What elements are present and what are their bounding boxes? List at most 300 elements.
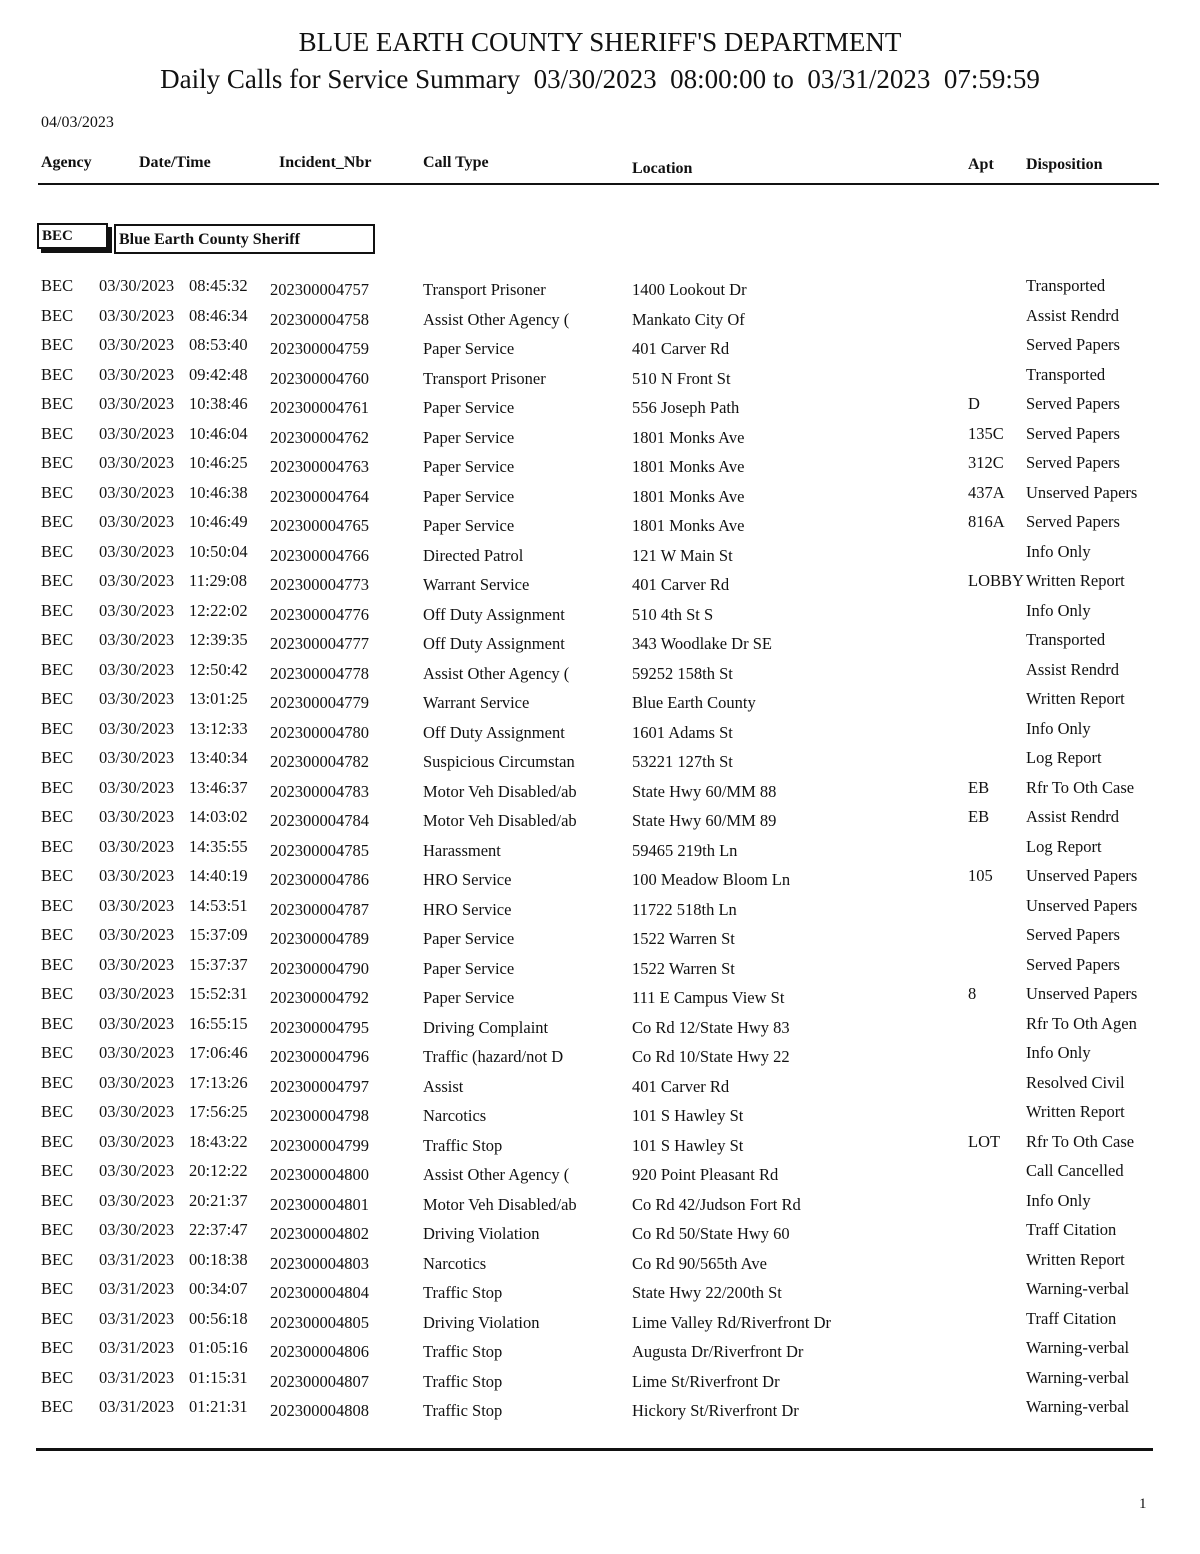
table-row — [0, 1191, 1200, 1221]
cell-agency: BEC — [41, 807, 74, 826]
table-row — [0, 689, 1200, 719]
cell-call-type: Warrant Service — [423, 575, 530, 594]
cell-agency: BEC — [41, 718, 74, 738]
cell-call-type: Assist Other Agency ( — [423, 663, 570, 683]
table-row — [0, 925, 1200, 955]
cell-time: 10:38:46 — [189, 394, 248, 413]
cell-disposition: Served Papers — [1026, 335, 1120, 354]
cell-incident-number: 202300004762 — [270, 427, 369, 447]
cell-incident-number: 202300004779 — [270, 693, 369, 712]
cell-time: 10:46:04 — [189, 423, 248, 443]
table-row — [0, 630, 1200, 660]
cell-date: 03/31/2023 — [99, 1338, 175, 1357]
cell-disposition: Warning-verbal — [1026, 1338, 1130, 1357]
cell-apt: 312C — [968, 453, 1004, 472]
table-row — [0, 1397, 1200, 1427]
cell-date: 03/30/2023 — [99, 1013, 175, 1033]
cell-date: 03/31/2023 — [99, 1367, 175, 1387]
cell-date: 03/30/2023 — [99, 836, 175, 856]
table-row — [0, 542, 1200, 572]
cell-location: Blue Earth County — [632, 693, 756, 712]
cell-location: 1801 Monks Ave — [632, 516, 745, 535]
cell-location: 1801 Monks Ave — [632, 457, 745, 476]
cell-disposition: Traff Citation — [1026, 1220, 1117, 1239]
cell-call-type: Paper Service — [423, 516, 515, 535]
table-row — [0, 1014, 1200, 1044]
cell-call-type: Paper Service — [423, 398, 515, 417]
cell-time: 12:50:42 — [189, 659, 248, 679]
cell-call-type: Traffic Stop — [423, 1342, 503, 1361]
cell-agency: BEC — [41, 1279, 74, 1298]
cell-time: 08:45:32 — [189, 276, 248, 295]
cell-call-type: Transport Prisoner — [423, 280, 546, 299]
cell-time: 10:46:49 — [189, 512, 248, 531]
cell-incident-number: 202300004804 — [270, 1283, 369, 1302]
cell-location: Co Rd 50/State Hwy 60 — [632, 1224, 790, 1243]
cell-call-type: Traffic Stop — [423, 1283, 503, 1302]
cell-disposition: Log Report — [1026, 748, 1102, 767]
cell-call-type: Driving Complaint — [423, 1017, 549, 1037]
cell-date: 03/30/2023 — [99, 866, 175, 885]
cell-disposition: Served Papers — [1026, 954, 1120, 974]
cell-disposition: Transported — [1026, 630, 1106, 649]
cell-incident-number: 202300004778 — [270, 663, 369, 683]
cell-location: 11722 518th Ln — [632, 899, 737, 919]
cell-incident-number: 202300004776 — [270, 604, 369, 624]
cell-location: Mankato City Of — [632, 309, 745, 329]
cell-incident-number: 202300004761 — [270, 398, 369, 417]
cell-date: 03/30/2023 — [99, 364, 175, 384]
cell-call-type: Driving Violation — [423, 1224, 540, 1243]
cell-date: 03/30/2023 — [99, 895, 175, 915]
cell-date: 03/30/2023 — [99, 1072, 175, 1092]
page-number: 1 — [1139, 1496, 1147, 1512]
cell-incident-number: 202300004783 — [270, 781, 369, 801]
cell-date: 03/31/2023 — [99, 1308, 175, 1328]
cell-call-type: Traffic (hazard/not D — [423, 1047, 564, 1066]
cell-agency: BEC — [41, 1013, 74, 1033]
cell-incident-number: 202300004798 — [270, 1106, 369, 1125]
table-row — [0, 1368, 1200, 1398]
column-header-incident: Incident_Nbr — [279, 154, 372, 171]
cell-date: 03/30/2023 — [99, 1190, 175, 1210]
table-row — [0, 660, 1200, 690]
cell-time: 13:40:34 — [189, 748, 248, 767]
cell-call-type: Suspicious Circumstan — [423, 752, 575, 771]
cell-agency: BEC — [41, 1131, 74, 1151]
cell-agency: BEC — [41, 777, 74, 797]
column-header-datetime: Date/Time — [139, 154, 211, 171]
cell-disposition: Warning-verbal — [1026, 1367, 1130, 1387]
cell-agency: BEC — [41, 984, 74, 1003]
cell-date: 03/30/2023 — [99, 335, 175, 354]
cell-apt: D — [968, 394, 980, 413]
cell-agency: BEC — [41, 1338, 74, 1357]
cell-time: 17:13:26 — [189, 1072, 248, 1092]
cell-date: 03/30/2023 — [99, 482, 175, 502]
table-row — [0, 1220, 1200, 1250]
cell-disposition: Warning-verbal — [1026, 1279, 1130, 1298]
cell-location: 343 Woodlake Dr SE — [632, 634, 772, 653]
cell-incident-number: 202300004785 — [270, 840, 369, 860]
cell-incident-number: 202300004777 — [270, 634, 369, 653]
table-row — [0, 365, 1200, 395]
cell-disposition: Assist Rendrd — [1026, 659, 1120, 679]
cell-location: Co Rd 90/565th Ave — [632, 1253, 767, 1273]
cell-date: 03/30/2023 — [99, 1161, 175, 1180]
cell-incident-number: 202300004773 — [270, 575, 369, 594]
cell-date: 03/30/2023 — [99, 394, 175, 413]
cell-time: 20:12:22 — [189, 1161, 248, 1180]
cell-date: 03/31/2023 — [99, 1249, 175, 1269]
cell-agency: BEC — [41, 1397, 74, 1416]
cell-apt: 816A — [968, 512, 1005, 531]
cell-location: State Hwy 60/MM 88 — [632, 781, 777, 801]
cell-disposition: Rfr To Oth Case — [1026, 777, 1135, 797]
cell-disposition: Resolved Civil — [1026, 1072, 1125, 1092]
table-row — [0, 984, 1200, 1014]
calls-table — [0, 276, 1200, 1427]
cell-agency: BEC — [41, 276, 74, 295]
cell-date: 03/30/2023 — [99, 984, 175, 1003]
cell-date: 03/30/2023 — [99, 954, 175, 974]
cell-date: 03/31/2023 — [99, 1279, 175, 1298]
cell-location: 401 Carver Rd — [632, 1076, 730, 1096]
cell-location: Co Rd 12/State Hwy 83 — [632, 1017, 790, 1037]
column-header-call-type: Call Type — [423, 154, 489, 171]
cell-incident-number: 202300004802 — [270, 1224, 369, 1243]
cell-date: 03/30/2023 — [99, 689, 175, 708]
cell-disposition: Unserved Papers — [1026, 895, 1138, 915]
cell-agency: BEC — [41, 571, 74, 590]
cell-location: 1522 Warren St — [632, 958, 735, 978]
cell-time: 00:18:38 — [189, 1249, 248, 1269]
cell-time: 01:15:31 — [189, 1367, 248, 1387]
cell-time: 08:46:34 — [189, 305, 248, 325]
header-rule — [38, 183, 1159, 185]
cell-location: 101 S Hawley St — [632, 1106, 744, 1125]
table-row — [0, 571, 1200, 601]
cell-agency: BEC — [41, 1102, 74, 1121]
cell-agency: BEC — [41, 659, 74, 679]
cell-location: 121 W Main St — [632, 545, 733, 565]
cell-location: Augusta Dr/Riverfront Dr — [632, 1342, 804, 1361]
cell-incident-number: 202300004806 — [270, 1342, 369, 1361]
cell-location: 920 Point Pleasant Rd — [632, 1165, 779, 1184]
cell-disposition: Unserved Papers — [1026, 866, 1138, 885]
cell-location: 59465 219th Ln — [632, 840, 738, 860]
cell-disposition: Served Papers — [1026, 394, 1120, 413]
cell-agency: BEC — [41, 1308, 74, 1328]
cell-date: 03/31/2023 — [99, 1397, 175, 1416]
cell-disposition: Info Only — [1026, 541, 1091, 561]
cell-call-type: Directed Patrol — [423, 545, 524, 565]
cell-call-type: Harassment — [423, 840, 501, 860]
cell-time: 13:12:33 — [189, 718, 248, 738]
cell-incident-number: 202300004800 — [270, 1165, 369, 1184]
cell-call-type: Narcotics — [423, 1253, 487, 1273]
cell-disposition: Served Papers — [1026, 423, 1120, 443]
cell-time: 12:22:02 — [189, 600, 248, 620]
cell-location: State Hwy 22/200th St — [632, 1283, 782, 1302]
cell-incident-number: 202300004799 — [270, 1135, 369, 1155]
cell-time: 13:01:25 — [189, 689, 248, 708]
cell-location: 111 E Campus View St — [632, 988, 785, 1007]
table-row — [0, 1279, 1200, 1309]
agency-code-box: BEC — [37, 223, 108, 249]
table-row — [0, 1102, 1200, 1132]
column-header-agency: Agency — [41, 154, 92, 171]
cell-agency: BEC — [41, 954, 74, 974]
cell-incident-number: 202300004760 — [270, 368, 369, 388]
cell-incident-number: 202300004784 — [270, 811, 369, 830]
cell-call-type: Paper Service — [423, 427, 515, 447]
cell-call-type: Paper Service — [423, 486, 515, 506]
footer-rule — [36, 1448, 1153, 1451]
cell-disposition: Call Cancelled — [1026, 1161, 1124, 1180]
report-title: BLUE EARTH COUNTY SHERIFF'S DEPARTMENT — [298, 27, 902, 57]
cell-call-type: Paper Service — [423, 958, 515, 978]
cell-agency: BEC — [41, 1161, 74, 1180]
cell-agency: BEC — [41, 453, 74, 472]
cell-date: 03/30/2023 — [99, 718, 175, 738]
cell-call-type: HRO Service — [423, 899, 512, 919]
cell-agency: BEC — [41, 512, 74, 531]
cell-call-type: Assist Other Agency ( — [423, 1165, 570, 1184]
cell-call-type: Motor Veh Disabled/ab — [423, 1194, 577, 1214]
cell-apt: EB — [968, 777, 990, 797]
cell-agency: BEC — [41, 866, 74, 885]
cell-location: 100 Meadow Bloom Ln — [632, 870, 791, 889]
table-row — [0, 335, 1200, 365]
cell-agency: BEC — [41, 689, 74, 708]
cell-incident-number: 202300004782 — [270, 752, 369, 771]
cell-incident-number: 202300004808 — [270, 1401, 369, 1420]
cell-call-type: Warrant Service — [423, 693, 530, 712]
cell-agency: BEC — [41, 1367, 74, 1387]
cell-time: 14:35:55 — [189, 836, 248, 856]
cell-disposition: Assist Rendrd — [1026, 305, 1120, 325]
cell-disposition: Served Papers — [1026, 512, 1120, 531]
cell-disposition: Transported — [1026, 364, 1106, 384]
cell-location: 101 S Hawley St — [632, 1135, 744, 1155]
cell-time: 15:37:37 — [189, 954, 248, 974]
cell-time: 08:53:40 — [189, 335, 248, 354]
cell-disposition: Rfr To Oth Case — [1026, 1131, 1135, 1151]
cell-apt: 8 — [968, 984, 977, 1003]
cell-agency: BEC — [41, 1190, 74, 1210]
table-row — [0, 778, 1200, 808]
cell-agency: BEC — [41, 925, 74, 944]
cell-call-type: Motor Veh Disabled/ab — [423, 781, 577, 801]
cell-date: 03/30/2023 — [99, 630, 175, 649]
cell-incident-number: 202300004780 — [270, 722, 369, 742]
cell-disposition: Transported — [1026, 276, 1106, 295]
cell-disposition: Rfr To Oth Agen — [1026, 1013, 1137, 1033]
cell-disposition: Unserved Papers — [1026, 482, 1138, 502]
column-header-location: Location — [632, 160, 693, 177]
cell-incident-number: 202300004759 — [270, 339, 369, 358]
cell-time: 15:37:09 — [189, 925, 248, 944]
cell-incident-number: 202300004797 — [270, 1076, 369, 1096]
cell-date: 03/30/2023 — [99, 807, 175, 826]
cell-disposition: Written Report — [1026, 1102, 1125, 1121]
cell-time: 00:34:07 — [189, 1279, 248, 1298]
cell-location: Hickory St/Riverfront Dr — [632, 1401, 799, 1420]
cell-location: 53221 127th St — [632, 752, 733, 771]
cell-agency: BEC — [41, 1220, 74, 1239]
report-subtitle: Daily Calls for Service Summary 03/30/2023 08:00:00 to 03/31/2023 07:59:59 — [160, 64, 1040, 94]
table-row — [0, 483, 1200, 513]
cell-location: Co Rd 42/Judson Fort Rd — [632, 1194, 801, 1214]
cell-agency: BEC — [41, 1072, 74, 1092]
table-row — [0, 394, 1200, 424]
cell-disposition: Written Report — [1026, 571, 1125, 590]
cell-time: 14:40:19 — [189, 866, 248, 885]
cell-call-type: HRO Service — [423, 870, 512, 889]
agency-name-box: Blue Earth County Sheriff — [114, 224, 375, 254]
cell-date: 03/30/2023 — [99, 777, 175, 797]
cell-agency: BEC — [41, 394, 74, 413]
cell-time: 20:21:37 — [189, 1190, 248, 1210]
cell-date: 03/30/2023 — [99, 276, 175, 295]
cell-incident-number: 202300004764 — [270, 486, 369, 506]
table-row — [0, 601, 1200, 631]
cell-incident-number: 202300004787 — [270, 899, 369, 919]
cell-incident-number: 202300004765 — [270, 516, 369, 535]
table-row — [0, 1338, 1200, 1368]
cell-date: 03/30/2023 — [99, 571, 175, 590]
cell-incident-number: 202300004801 — [270, 1194, 369, 1214]
cell-time: 09:42:48 — [189, 364, 248, 384]
cell-location: Lime Valley Rd/Riverfront Dr — [632, 1312, 832, 1332]
cell-agency: BEC — [41, 541, 74, 561]
cell-date: 03/30/2023 — [99, 600, 175, 620]
cell-call-type: Off Duty Assignment — [423, 722, 565, 742]
cell-time: 17:56:25 — [189, 1102, 248, 1121]
cell-incident-number: 202300004766 — [270, 545, 369, 565]
cell-date: 03/30/2023 — [99, 748, 175, 767]
cell-apt: 135C — [968, 423, 1004, 443]
cell-location: 401 Carver Rd — [632, 339, 730, 358]
cell-apt: 437A — [968, 482, 1005, 502]
cell-location: State Hwy 60/MM 89 — [632, 811, 777, 830]
cell-incident-number: 202300004795 — [270, 1017, 369, 1037]
cell-time: 14:53:51 — [189, 895, 248, 915]
cell-date: 03/30/2023 — [99, 1043, 175, 1062]
table-row — [0, 1132, 1200, 1162]
cell-call-type: Transport Prisoner — [423, 368, 546, 388]
table-row — [0, 837, 1200, 867]
cell-location: 510 N Front St — [632, 368, 731, 388]
table-row — [0, 719, 1200, 749]
cell-incident-number: 202300004796 — [270, 1047, 369, 1066]
cell-agency: BEC — [41, 423, 74, 443]
cell-call-type: Motor Veh Disabled/ab — [423, 811, 577, 830]
cell-agency: BEC — [41, 1249, 74, 1269]
cell-apt: EB — [968, 807, 990, 826]
cell-agency: BEC — [41, 836, 74, 856]
cell-time: 11:29:08 — [189, 571, 248, 590]
cell-call-type: Assist — [423, 1076, 464, 1096]
cell-call-type: Paper Service — [423, 339, 515, 358]
cell-date: 03/30/2023 — [99, 1220, 175, 1239]
table-row — [0, 866, 1200, 896]
cell-location: 510 4th St S — [632, 604, 714, 624]
cell-call-type: Traffic Stop — [423, 1135, 503, 1155]
cell-disposition: Info Only — [1026, 600, 1091, 620]
table-row — [0, 1073, 1200, 1103]
cell-time: 13:46:37 — [189, 777, 248, 797]
cell-disposition: Warning-verbal — [1026, 1397, 1130, 1416]
cell-date: 03/30/2023 — [99, 659, 175, 679]
cell-incident-number: 202300004805 — [270, 1312, 369, 1332]
table-row — [0, 955, 1200, 985]
cell-time: 01:21:31 — [189, 1397, 248, 1416]
cell-disposition: Unserved Papers — [1026, 984, 1138, 1003]
cell-call-type: Paper Service — [423, 457, 515, 476]
table-row — [0, 512, 1200, 542]
table-row — [0, 896, 1200, 926]
cell-location: 1601 Adams St — [632, 722, 733, 742]
cell-date: 03/30/2023 — [99, 423, 175, 443]
cell-time: 10:46:38 — [189, 482, 248, 502]
cell-time: 10:50:04 — [189, 541, 248, 561]
table-row — [0, 1309, 1200, 1339]
cell-disposition: Traff Citation — [1026, 1308, 1117, 1328]
cell-incident-number: 202300004792 — [270, 988, 369, 1007]
cell-disposition: Assist Rendrd — [1026, 807, 1120, 826]
cell-incident-number: 202300004757 — [270, 280, 369, 299]
cell-location: 1522 Warren St — [632, 929, 735, 948]
cell-date: 03/30/2023 — [99, 541, 175, 561]
cell-call-type: Off Duty Assignment — [423, 604, 565, 624]
cell-time: 17:06:46 — [189, 1043, 248, 1062]
cell-date: 03/30/2023 — [99, 512, 175, 531]
column-header-disposition: Disposition — [1026, 156, 1103, 173]
cell-time: 16:55:15 — [189, 1013, 248, 1033]
cell-time: 18:43:22 — [189, 1131, 248, 1151]
cell-incident-number: 202300004763 — [270, 457, 369, 476]
table-row — [0, 453, 1200, 483]
cell-incident-number: 202300004803 — [270, 1253, 369, 1273]
cell-call-type: Traffic Stop — [423, 1371, 503, 1391]
cell-call-type: Driving Violation — [423, 1312, 540, 1332]
cell-disposition: Info Only — [1026, 1043, 1091, 1062]
cell-disposition: Info Only — [1026, 718, 1091, 738]
cell-time: 14:03:02 — [189, 807, 248, 826]
cell-location: 1400 Lookout Dr — [632, 280, 747, 299]
cell-call-type: Paper Service — [423, 988, 515, 1007]
cell-disposition: Log Report — [1026, 836, 1102, 856]
cell-time: 15:52:31 — [189, 984, 248, 1003]
cell-incident-number: 202300004786 — [270, 870, 369, 889]
cell-disposition: Info Only — [1026, 1190, 1091, 1210]
cell-call-type: Narcotics — [423, 1106, 487, 1125]
cell-date: 03/30/2023 — [99, 305, 175, 325]
cell-incident-number: 202300004789 — [270, 929, 369, 948]
cell-call-type: Paper Service — [423, 929, 515, 948]
cell-location: Lime St/Riverfront Dr — [632, 1371, 780, 1391]
cell-location: 1801 Monks Ave — [632, 486, 745, 506]
table-row — [0, 306, 1200, 336]
cell-disposition: Written Report — [1026, 1249, 1125, 1269]
cell-apt: LOBBY — [968, 571, 1024, 590]
table-row — [0, 1161, 1200, 1191]
cell-agency: BEC — [41, 630, 74, 649]
table-row — [0, 1250, 1200, 1280]
cell-incident-number: 202300004790 — [270, 958, 369, 978]
